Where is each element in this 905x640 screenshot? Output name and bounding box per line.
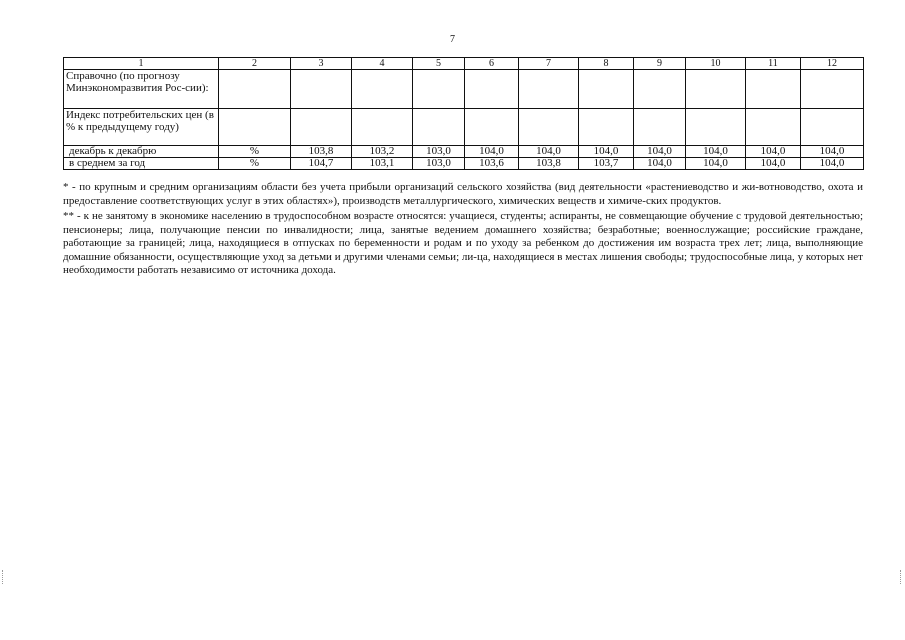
page-number: 7 [450,34,455,45]
table-cell: 103,1 [352,158,413,170]
column-header: 6 [465,58,519,70]
table-cell [801,70,864,109]
footnote-double-asterisk: ** - к не занятому в экономике населению в трудоспособном возрасте относятся: учащиеся, студенты; аспиранты, не совмещающие обучение с трудовой деятельностью; пенсионеры; лица, получающие пенсии по инвалидности; лица, занятые ведением домашнего хозяйства; безработные; военнослужащие; российские граждане, работающие за границей; лица, находящиеся в отпусках по беременности и родам и по уходу за ребенком до достижения им возраста трех лет; лица, выполняющие домашние обязанности, осуществляющие уход за детьми и другими членами семьи; ли-ца, находящиеся в местах лишения свободы; трудоспособные лица, у которых нет необходимости работать независимо от источника дохода. [63,210,863,276]
table-cell [579,109,634,146]
column-header: 8 [579,58,634,70]
table-cell: 104,0 [746,146,801,158]
column-header: 12 [801,58,864,70]
column-header: 4 [352,58,413,70]
table-cell [686,109,746,146]
table-cell: 103,6 [465,158,519,170]
table-header-row [64,58,864,70]
table-cell: 103,8 [291,146,352,158]
table-cell [746,70,801,109]
table-cell: 103,0 [413,158,465,170]
table-cell: 104,0 [579,146,634,158]
table-cell: 104,0 [801,146,864,158]
table-cell [465,109,519,146]
row-label: в среднем за год [64,158,219,170]
column-header: 2 [219,58,291,70]
table-cell [291,109,352,146]
table-cell [413,70,465,109]
table-cell [219,109,291,146]
table-cell [634,109,686,146]
table-cell: 104,7 [291,158,352,170]
table-cell [291,70,352,109]
table-cell: 104,0 [519,146,579,158]
table-cell: 104,0 [634,158,686,170]
table-cell: 103,0 [413,146,465,158]
table-cell [579,70,634,109]
table-cell [352,70,413,109]
table-cell: 103,7 [579,158,634,170]
column-header: 3 [291,58,352,70]
table-row [64,158,864,170]
column-header: 7 [519,58,579,70]
table-cell [801,109,864,146]
forecast-table [63,57,864,170]
table-cell [519,70,579,109]
left-edge-mark [2,570,4,584]
footnote-single-asterisk: * - по крупным и средним организациям области без учета прибыли организаций сельского хозяйства (вид деятельности «растениеводство и жи-вотноводство, охота и предоставление соответствующих услуг в этих областях»), производств металлургического, химических веществ и химиче-ских продуктов. [63,181,863,207]
table-cell: 104,0 [634,146,686,158]
table-cell: 104,0 [465,146,519,158]
table-cell: 104,0 [746,158,801,170]
row-label: Справочно (по прогнозу Минэкономразвития Рос-сии): [64,70,219,109]
table-cell: 104,0 [801,158,864,170]
table-cell [465,70,519,109]
footnotes [63,181,863,280]
table-row [64,109,864,146]
column-header: 5 [413,58,465,70]
column-header: 10 [686,58,746,70]
table-cell [413,109,465,146]
column-header: 11 [746,58,801,70]
table-cell: 103,2 [352,146,413,158]
table-cell: % [219,158,291,170]
table-cell [519,109,579,146]
table-cell [634,70,686,109]
right-edge-mark [900,570,902,584]
table-cell [219,70,291,109]
table-cell [746,109,801,146]
table-row [64,70,864,109]
row-label: декабрь к декабрю [64,146,219,158]
table-cell [686,70,746,109]
table-cell: 103,8 [519,158,579,170]
table-cell: 104,0 [686,158,746,170]
column-header: 1 [64,58,219,70]
column-header: 9 [634,58,686,70]
row-label: Индекс потребительских цен (в % к предыдущему году) [64,109,219,146]
table-cell: % [219,146,291,158]
table-cell: 104,0 [686,146,746,158]
table-row [64,146,864,158]
table-cell [352,109,413,146]
